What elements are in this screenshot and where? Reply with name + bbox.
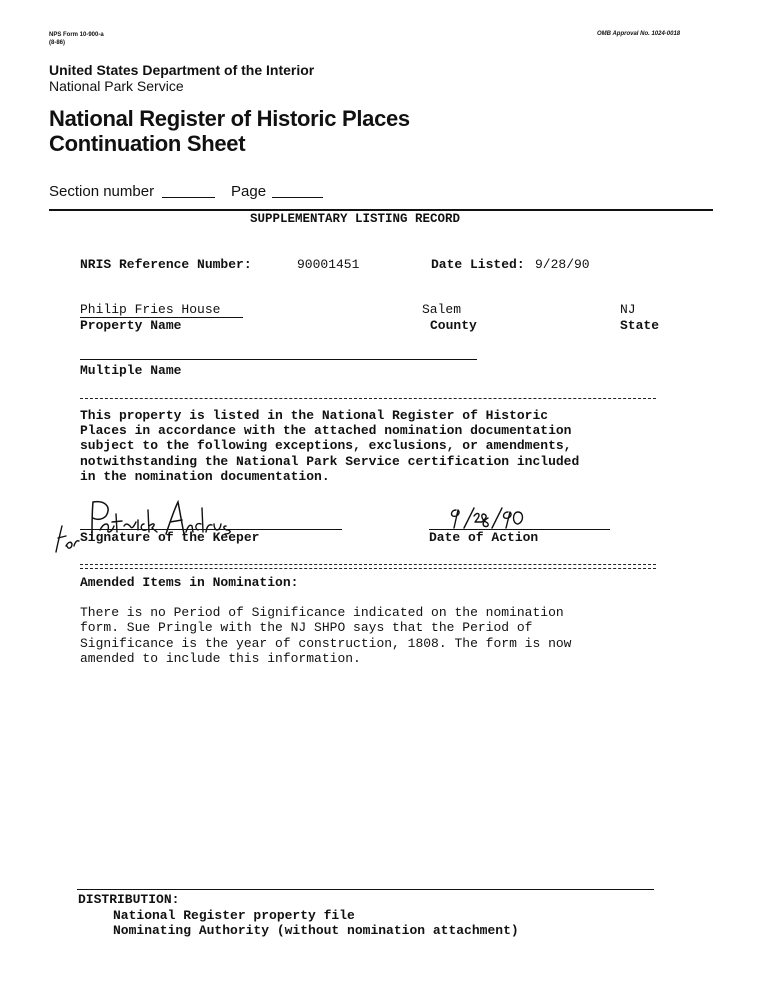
form-number: NPS Form 10-900-a xyxy=(49,32,104,38)
record-heading: SUPPLEMENTARY LISTING RECORD xyxy=(250,212,461,226)
distribution-heading: DISTRIBUTION: xyxy=(78,892,180,907)
keeper-signature xyxy=(48,496,248,560)
statement-line: notwithstanding the National Park Service certification included xyxy=(80,454,580,469)
multiple-name-label: Multiple Name xyxy=(80,363,182,378)
double-divider-bottom xyxy=(80,568,656,569)
distribution-divider xyxy=(77,889,654,890)
page-blank xyxy=(272,197,323,198)
property-name-label: Property Name xyxy=(80,318,182,333)
header-divider xyxy=(49,209,713,211)
state-value: NJ xyxy=(620,302,636,317)
statement-line: This property is listed in the National Register of Historic xyxy=(80,408,549,423)
date-listed-value: 9/28/90 xyxy=(535,257,590,272)
section-number-blank xyxy=(162,197,215,198)
omb-approval: OMB Approval No. 1024-0018 xyxy=(597,31,681,37)
page-subtitle: Continuation Sheet xyxy=(49,131,246,156)
signature-label: Signature of the Keeper xyxy=(80,530,260,545)
section-number-label: Section number xyxy=(49,183,155,200)
double-divider-top xyxy=(80,564,656,565)
statement-line: subject to the following exceptions, exclusions, or amendments, xyxy=(80,438,572,453)
amended-line: amended to include this information. xyxy=(80,651,361,666)
distribution-item: Nominating Authority (without nomination attachment) xyxy=(113,923,519,938)
amended-line: There is no Period of Significance indicated on the nomination xyxy=(80,605,564,620)
nris-label: NRIS Reference Number: xyxy=(80,257,252,272)
department-name: United States Department of the Interior xyxy=(49,62,315,78)
action-date-handwriting xyxy=(446,504,526,532)
dashed-divider xyxy=(80,398,656,399)
page-label: Page xyxy=(231,183,267,200)
state-label: State xyxy=(620,318,660,333)
amended-line: form. Sue Pringle with the NJ SHPO says that the Period of xyxy=(80,620,533,635)
statement-line: Places in accordance with the attached nomination documentation xyxy=(80,423,572,438)
distribution-item: National Register property file xyxy=(113,908,355,923)
page-title: National Register of Historic Places xyxy=(49,106,410,131)
form-date: (8-86) xyxy=(49,40,66,46)
multiple-name-blank xyxy=(80,359,477,360)
property-name-value: Philip Fries House xyxy=(80,302,221,317)
amended-heading: Amended Items in Nomination: xyxy=(80,575,299,590)
statement-line: in the nomination documentation. xyxy=(80,469,330,484)
county-label: County xyxy=(430,318,477,333)
agency-name: National Park Service xyxy=(49,78,184,94)
action-date-label: Date of Action xyxy=(429,530,539,545)
date-listed-label: Date Listed: xyxy=(431,257,525,272)
nris-value: 90001451 xyxy=(297,257,360,272)
county-value: Salem xyxy=(422,302,462,317)
amended-line: Significance is the year of construction, 1808. The form is now xyxy=(80,636,572,651)
